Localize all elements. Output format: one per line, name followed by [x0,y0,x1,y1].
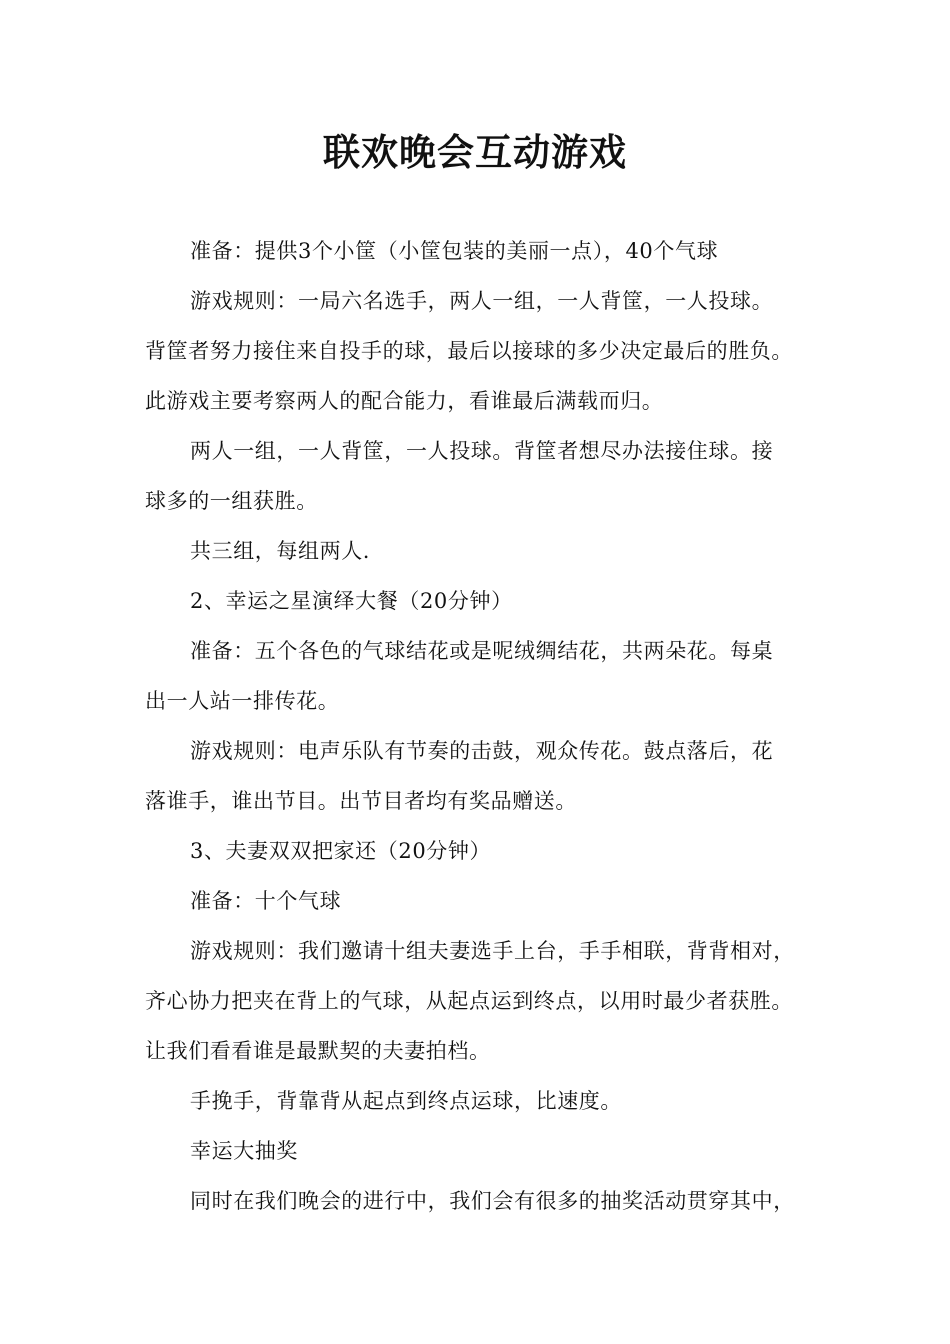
paragraph-line: 游戏规则：电声乐队有节奏的击鼓，观众传花。鼓点落后，花 [190,739,774,763]
paragraph-line: 准备：十个气球 [190,889,342,913]
paragraph-line: 手挽手，背靠背从起点到终点运球，比速度。 [190,1089,622,1113]
document-title: 联欢晚会互动游戏 [323,131,627,174]
paragraph-line: 准备：五个各色的气球结花或是呢绒绸结花，共两朵花。每桌 [190,639,774,663]
document-body [145,226,825,1226]
paragraph-line: 出一人站一排传花。 [145,689,340,713]
paragraph-line: 游戏规则：一局六名选手，两人一组，一人背筐，一人投球。 [190,289,774,313]
section-heading: 2、幸运之星演绎大餐（20分钟） [190,589,513,613]
paragraph-line: 准备：提供3个小筐（小筐包装的美丽一点），40个气球 [190,239,719,263]
paragraph-line: 让我们看看谁是最默契的夫妻拍档。 [145,1039,491,1063]
paragraph-line: 落谁手，谁出节目。出节目者均有奖品赠送。 [145,789,577,813]
section-heading: 幸运大抽奖 [190,1139,298,1163]
section-heading: 3、夫妻双双把家还（20分钟） [190,839,492,863]
paragraph-line: 共三组，每组两人. [190,539,371,563]
paragraph-line: 球多的一组获胜。 [145,489,318,513]
paragraph-line: 背筐者努力接住来自投手的球，最后以接球的多少决定最后的胜负。 [145,339,793,363]
paragraph-line: 齐心协力把夹在背上的气球，从起点运到终点，以用时最少者获胜。 [145,989,793,1013]
paragraph-line: 两人一组，一人背筐，一人投球。背筐者想尽办法接住球。接 [190,439,774,463]
paragraph-line: 同时在我们晚会的进行中，我们会有很多的抽奖活动贯穿其中， [190,1189,795,1213]
paragraph-line: 游戏规则：我们邀请十组夫妻选手上台，手手相联，背背相对， [190,939,795,963]
paragraph-line: 此游戏主要考察两人的配合能力，看谁最后满载而归。 [145,389,664,413]
